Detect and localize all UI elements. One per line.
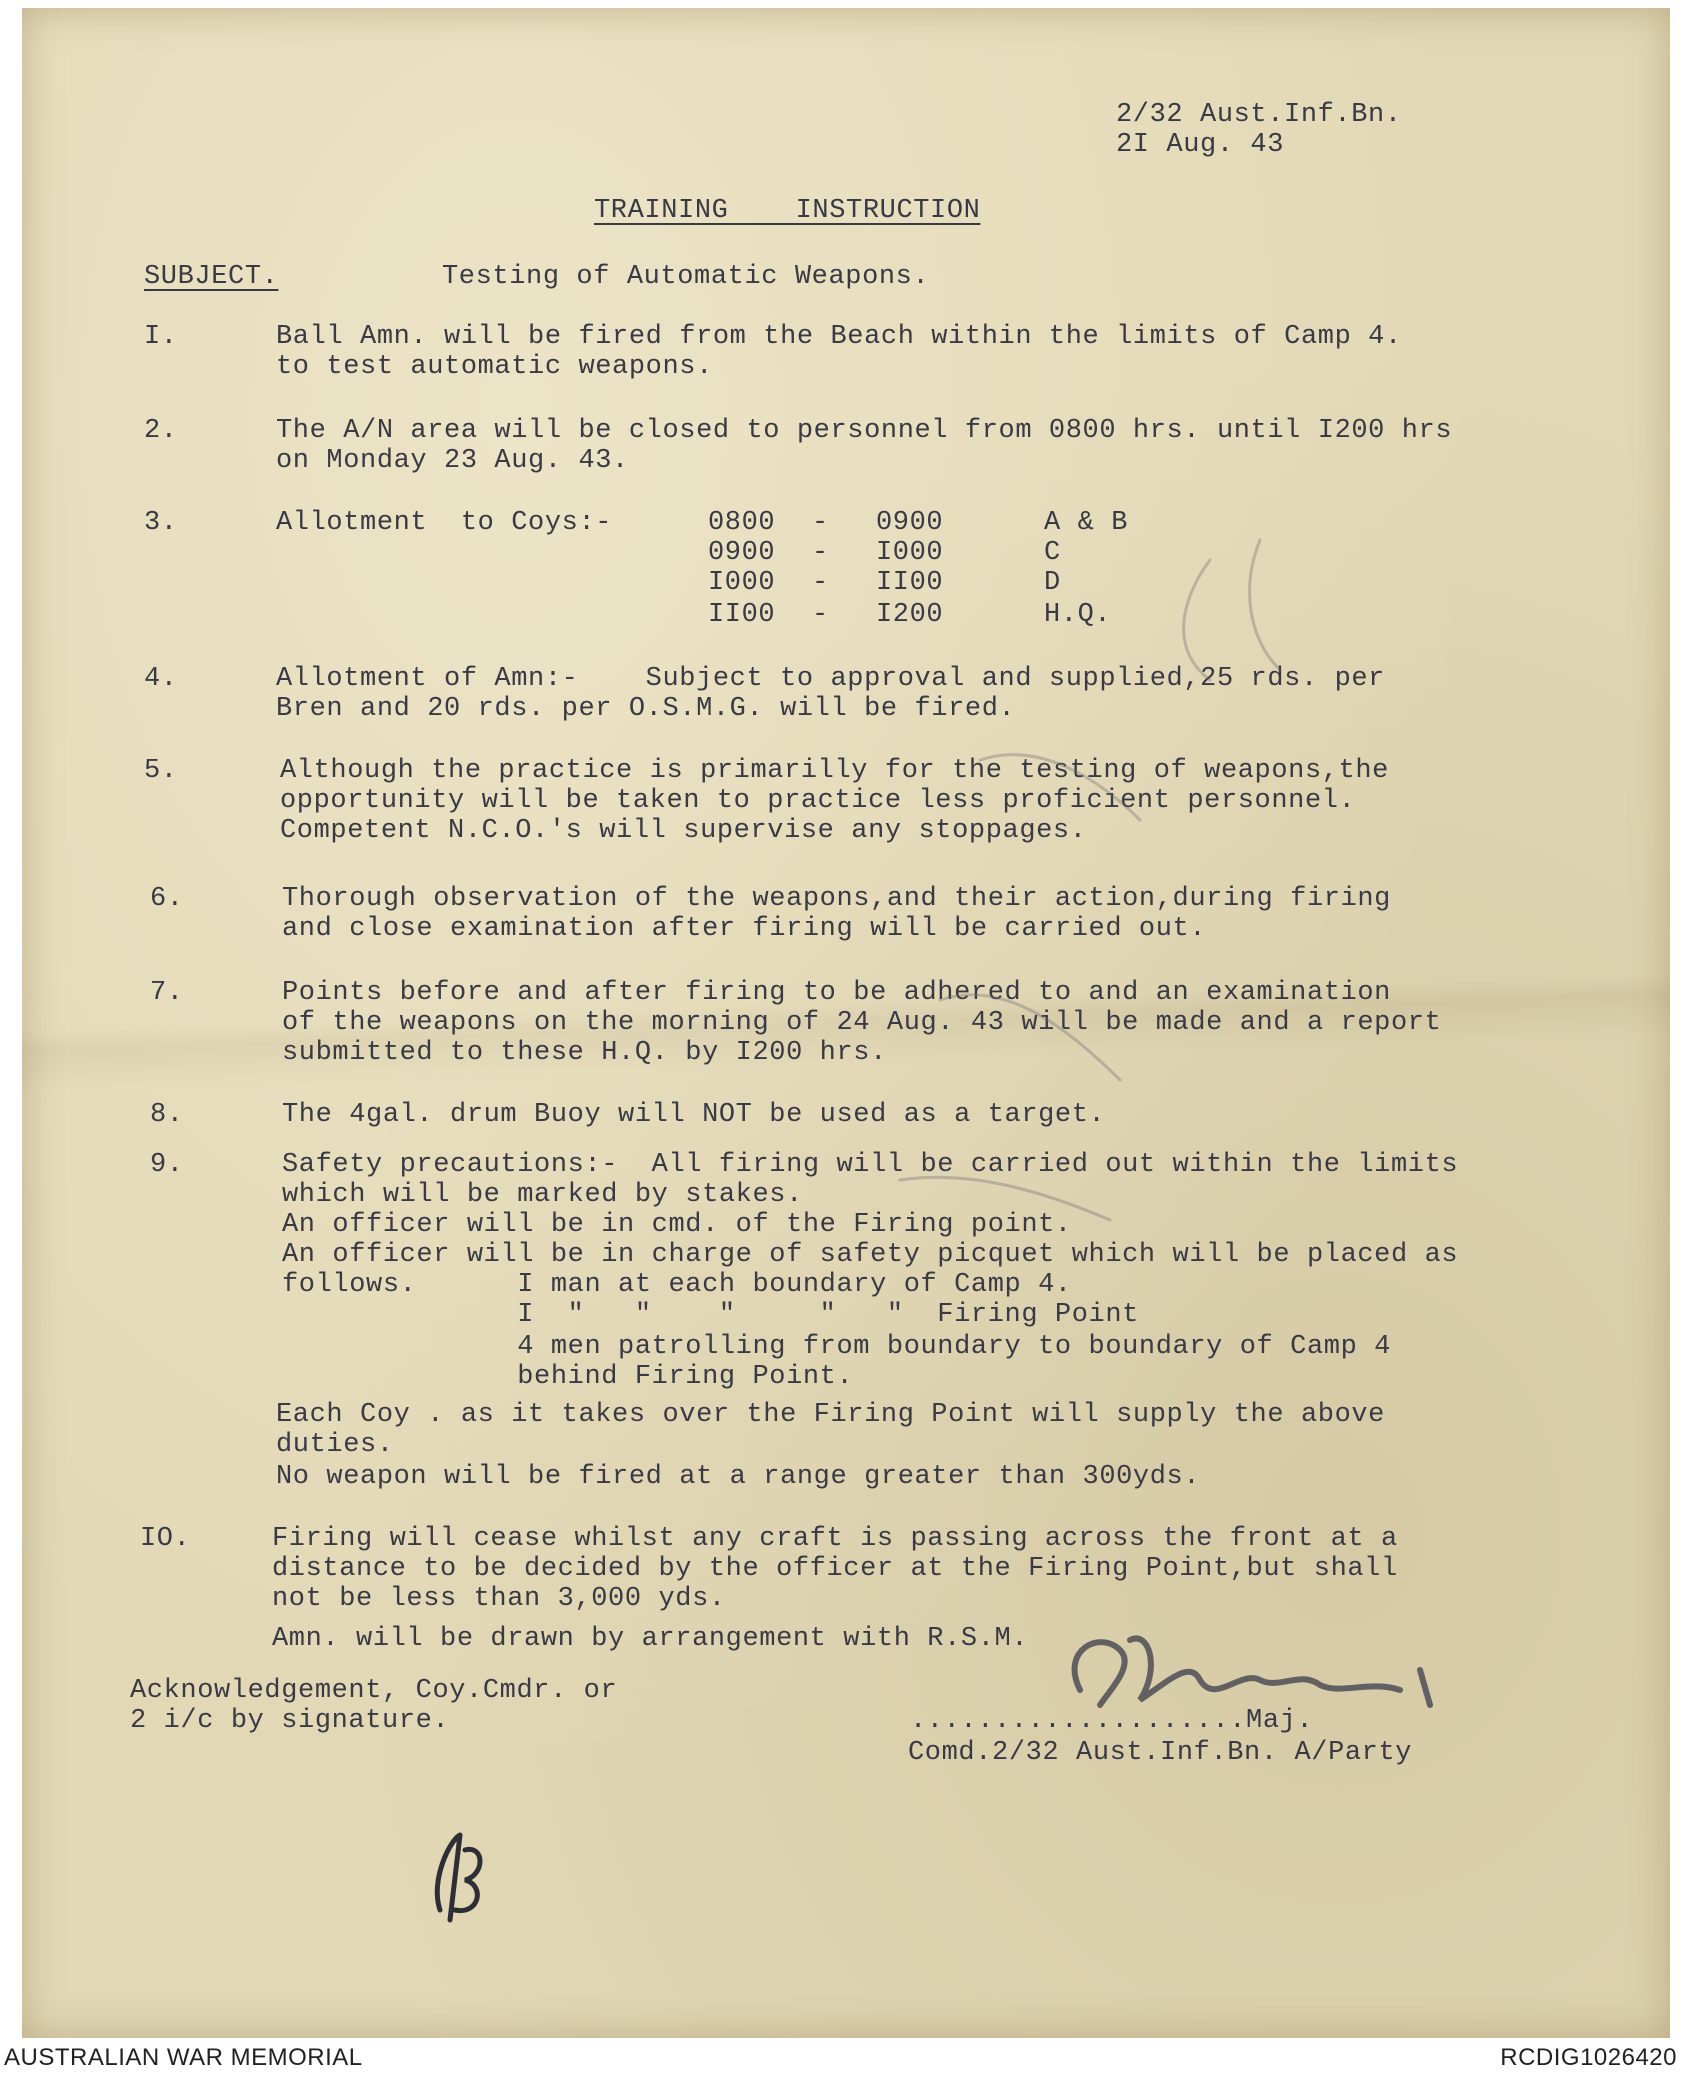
para-line: of the weapons on the morning of 24 Aug. 43 will be made and a report (282, 1008, 1442, 1038)
para-number: I. (144, 322, 178, 352)
para-line: I " " " " " Firing Point (282, 1300, 1139, 1330)
para-number: 6. (150, 884, 184, 914)
para-line: Thorough observation of the weapons,and their action,during firing (282, 884, 1391, 914)
allotment-from: II00 (708, 600, 776, 630)
para-line: Points before and after firing to be adhered to and an examination (282, 978, 1391, 1008)
allotment-label: Allotment to Coys:- (276, 508, 613, 538)
para-number: IO. (140, 1524, 191, 1554)
document-date: 2I Aug. 43 (1116, 130, 1285, 160)
allotment-from: 0800 (708, 508, 776, 538)
para-number: 8. (150, 1100, 184, 1130)
allotment-to: II00 (876, 568, 944, 598)
para-number: 9. (150, 1150, 184, 1180)
para-line: An officer will be in charge of safety picquet which will be placed as (282, 1240, 1459, 1270)
para-number: 2. (144, 416, 178, 446)
para-line: Competent N.C.O.'s will supervise any stoppages. (280, 816, 1087, 846)
para-line: Each Coy . as it takes over the Firing Point will supply the above (276, 1400, 1385, 1430)
allotment-to: 0900 (876, 508, 944, 538)
unit-name: 2/32 Aust.Inf.Bn. (1116, 100, 1402, 130)
para-line: behind Firing Point. (282, 1362, 854, 1392)
para-number: 3. (144, 508, 178, 538)
archive-credit: AUSTRALIAN WAR MEMORIAL (4, 2044, 363, 2071)
allotment-to: I000 (876, 538, 944, 568)
para-line: Safety precautions:- All firing will be carried out within the limits (282, 1150, 1459, 1180)
signatory-title: Comd.2/32 Aust.Inf.Bn. A/Party (908, 1738, 1413, 1768)
allotment-to: I200 (876, 600, 944, 630)
para-number: 7. (150, 978, 184, 1008)
para-number: 4. (144, 664, 178, 694)
para-line: to test automatic weapons. (276, 352, 713, 382)
para-line: The A/N area will be closed to personnel from 0800 hrs. until I200 hrs (276, 416, 1453, 446)
para-line: follows. I man at each boundary of Camp 4. (282, 1270, 1072, 1300)
para-line: Bren and 20 rds. per O.S.M.G. will be fired. (276, 694, 1016, 724)
para-line: distance to be decided by the officer at the Firing Point,but shall (272, 1554, 1398, 1584)
handwritten-signature (1040, 1610, 1460, 1730)
para-line: An officer will be in cmd. of the Firing point. (282, 1210, 1072, 1240)
pencil-annotations (880, 480, 1400, 1260)
allotment-dash: - (812, 538, 829, 568)
subject-text: Testing of Automatic Weapons. (442, 262, 930, 292)
allotment-from: 0900 (708, 538, 776, 568)
para-line: submitted to these H.Q. by I200 hrs. (282, 1038, 887, 1068)
para-line: opportunity will be taken to practice less proficient personnel. (280, 786, 1356, 816)
para-line: Although the practice is primarilly for the testing of weapons,the (280, 756, 1389, 786)
para-line: and close examination after firing will be carried out. (282, 914, 1207, 944)
para-line: No weapon will be fired at a range greater than 300yds. (276, 1462, 1201, 1492)
allotment-dash: - (812, 600, 829, 630)
para-number: 5. (144, 756, 178, 786)
para-line: Allotment of Amn:- Subject to approval and supplied,25 rds. per (276, 664, 1385, 694)
para-line: which will be marked by stakes. (282, 1180, 803, 1210)
acknowledgement-line: Acknowledgement, Coy.Cmdr. or (130, 1676, 618, 1706)
para-line: on Monday 23 Aug. 43. (276, 446, 629, 476)
signature-dots: ....................Maj. (910, 1706, 1314, 1736)
allotment-coy: D (1044, 568, 1061, 598)
para-line: Firing will cease whilst any craft is passing across the front at a (272, 1524, 1398, 1554)
allotment-coy: A & B (1044, 508, 1129, 538)
handwritten-initials (420, 1820, 500, 1930)
allotment-coy: C (1044, 538, 1061, 568)
archive-reference: RCDIG1026420 (1500, 2044, 1677, 2071)
allotment-coy: H.Q. (1044, 600, 1112, 630)
para-line: Ball Amn. will be fired from the Beach within the limits of Camp 4. (276, 322, 1402, 352)
para-line: Amn. will be drawn by arrangement with R.S.M. (272, 1624, 1029, 1654)
document-title: TRAINING INSTRUCTION (594, 196, 981, 226)
para-line: The 4gal. drum Buoy will NOT be used as a target. (282, 1100, 1106, 1130)
subject-label: SUBJECT. (144, 262, 279, 292)
acknowledgement-line: 2 i/c by signature. (130, 1706, 450, 1736)
allotment-dash: - (812, 568, 829, 598)
para-line: duties. (276, 1430, 394, 1460)
allotment-dash: - (812, 508, 829, 538)
para-line: not be less than 3,000 yds. (272, 1584, 726, 1614)
para-line: 4 men patrolling from boundary to boundary of Camp 4 (282, 1332, 1391, 1362)
allotment-from: I000 (708, 568, 776, 598)
